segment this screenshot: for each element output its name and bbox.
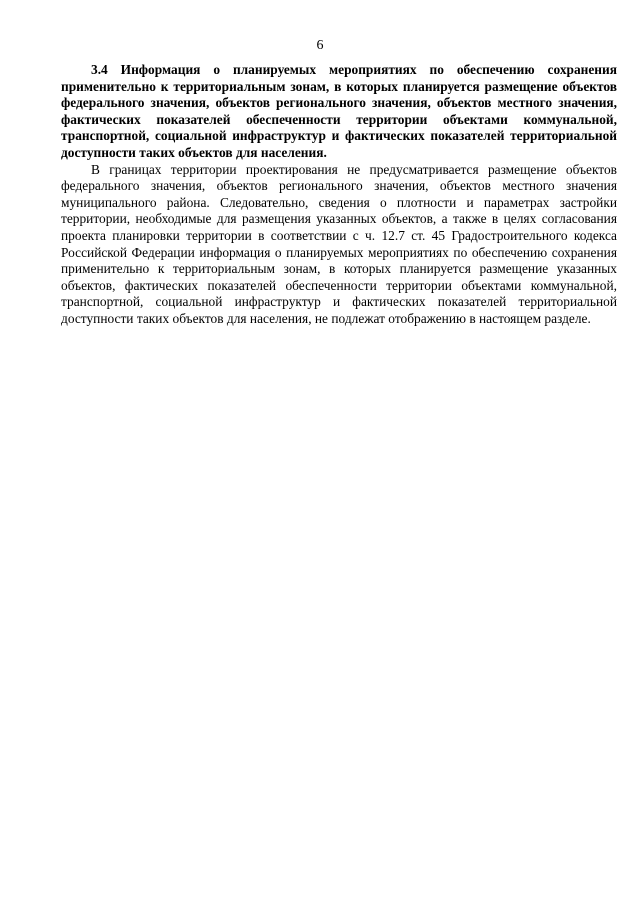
- page-number: 6: [316, 38, 324, 53]
- section-body-paragraph: В границах территории проектирования не предусматривается размещение объектов федерального значения, объектов регионального значения, объектов местного значения муниципального района. Следовательно, сведения о плотности и параметрах застройки территории, необходимые для размещения указанных объектов, а также в целях согласования проекта планировки территории в соответствии с ч. 12.7 ст. 45 Градостроительного кодекса Российской Федерации информация о планируемых мероприятиях по обеспечению сохранения применительно к территориальным зонам, в которых планируется размещение указанных объектов, фактических показателей обеспеченности территории объектами коммунальной, транспортной, социальной инфраструктур и фактических показателей территориальной доступности таких объектов для населения, не подлежат отображению в настоящем разделе.: [61, 161, 617, 326]
- section-heading: 3.4 Информация о планируемых мероприятиях по обеспечению сохранения применительно к территориальным зонам, в которых планируется размещение объектов федерального значения, объектов регионального значения, объектов местного значения, фактических показателей обеспеченности территории объектами коммунальной, транспортной, социальной инфраструктур и фактических показателей территориальной доступности таких объектов для населения.: [61, 62, 617, 160]
- section-content: [61, 62, 617, 328]
